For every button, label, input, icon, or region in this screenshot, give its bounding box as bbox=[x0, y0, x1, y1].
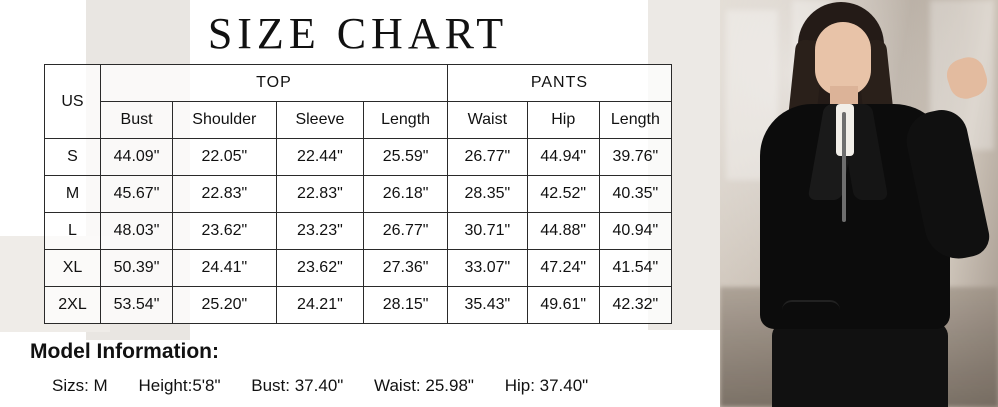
column-header-pant-length: Length bbox=[599, 102, 671, 139]
group-header-top: TOP bbox=[101, 65, 448, 102]
cell-hip: 47.24" bbox=[527, 250, 599, 287]
column-header-bust: Bust bbox=[101, 102, 173, 139]
model-height: Height:5'8" bbox=[138, 376, 221, 395]
table-row bbox=[45, 213, 672, 250]
row-size-label: L bbox=[45, 213, 101, 250]
model-half-zip bbox=[842, 112, 846, 222]
column-header-top-length: Length bbox=[364, 102, 448, 139]
row-size-label: M bbox=[45, 176, 101, 213]
page-title: SIZE CHART bbox=[207, 9, 509, 58]
cell-top-length: 25.59" bbox=[364, 139, 448, 176]
model-size: Sizs: M bbox=[52, 376, 108, 395]
column-header-sleeve: Sleeve bbox=[276, 102, 364, 139]
cell-bust: 48.03" bbox=[101, 213, 173, 250]
cell-sleeve: 22.44" bbox=[276, 139, 364, 176]
model-pants bbox=[772, 322, 948, 407]
cell-bust: 50.39" bbox=[101, 250, 173, 287]
model-pocket bbox=[782, 300, 840, 332]
cell-shoulder: 22.83" bbox=[173, 176, 277, 213]
model-waist: Waist: 25.98" bbox=[374, 376, 474, 395]
cell-bust: 45.67" bbox=[101, 176, 173, 213]
cell-top-length: 26.18" bbox=[364, 176, 448, 213]
model-figure bbox=[720, 0, 998, 407]
cell-top-length: 26.77" bbox=[364, 213, 448, 250]
cell-waist: 26.77" bbox=[447, 139, 527, 176]
table-group-header-row bbox=[45, 65, 672, 102]
cell-bust: 53.54" bbox=[101, 287, 173, 324]
model-information-values bbox=[52, 376, 614, 396]
table-corner-us: US bbox=[45, 65, 101, 139]
cell-sleeve: 24.21" bbox=[276, 287, 364, 324]
size-chart-table bbox=[44, 64, 672, 324]
model-right-hand bbox=[943, 53, 992, 103]
cell-pant-length: 41.54" bbox=[599, 250, 671, 287]
model-photo bbox=[720, 0, 998, 407]
column-header-shoulder: Shoulder bbox=[173, 102, 277, 139]
model-hip: Hip: 37.40" bbox=[504, 376, 589, 395]
cell-pant-length: 40.35" bbox=[599, 176, 671, 213]
cell-shoulder: 25.20" bbox=[173, 287, 277, 324]
cell-waist: 35.43" bbox=[447, 287, 527, 324]
table-row bbox=[45, 250, 672, 287]
cell-sleeve: 23.62" bbox=[276, 250, 364, 287]
column-header-waist: Waist bbox=[447, 102, 527, 139]
cell-pant-length: 42.32" bbox=[599, 287, 671, 324]
cell-shoulder: 22.05" bbox=[173, 139, 277, 176]
cell-sleeve: 22.83" bbox=[276, 176, 364, 213]
model-face bbox=[815, 22, 871, 96]
table-row bbox=[45, 176, 672, 213]
cell-pant-length: 40.94" bbox=[599, 213, 671, 250]
cell-waist: 30.71" bbox=[447, 213, 527, 250]
cell-hip: 44.94" bbox=[527, 139, 599, 176]
group-header-pants: PANTS bbox=[447, 65, 671, 102]
cell-hip: 44.88" bbox=[527, 213, 599, 250]
model-bust: Bust: 37.40" bbox=[251, 376, 344, 395]
cell-sleeve: 23.23" bbox=[276, 213, 364, 250]
cell-top-length: 28.15" bbox=[364, 287, 448, 324]
row-size-label: S bbox=[45, 139, 101, 176]
table-column-header-row bbox=[45, 102, 672, 139]
cell-hip: 49.61" bbox=[527, 287, 599, 324]
size-table-wrapper bbox=[44, 64, 672, 324]
cell-pant-length: 39.76" bbox=[599, 139, 671, 176]
cell-bust: 44.09" bbox=[101, 139, 173, 176]
cell-hip: 42.52" bbox=[527, 176, 599, 213]
cell-waist: 28.35" bbox=[447, 176, 527, 213]
cell-shoulder: 23.62" bbox=[173, 213, 277, 250]
model-information-heading: Model Information: bbox=[30, 340, 219, 363]
row-size-label: 2XL bbox=[45, 287, 101, 324]
cell-shoulder: 24.41" bbox=[173, 250, 277, 287]
column-header-hip: Hip bbox=[527, 102, 599, 139]
cell-waist: 33.07" bbox=[447, 250, 527, 287]
table-row bbox=[45, 139, 672, 176]
cell-top-length: 27.36" bbox=[364, 250, 448, 287]
row-size-label: XL bbox=[45, 250, 101, 287]
table-row bbox=[45, 287, 672, 324]
